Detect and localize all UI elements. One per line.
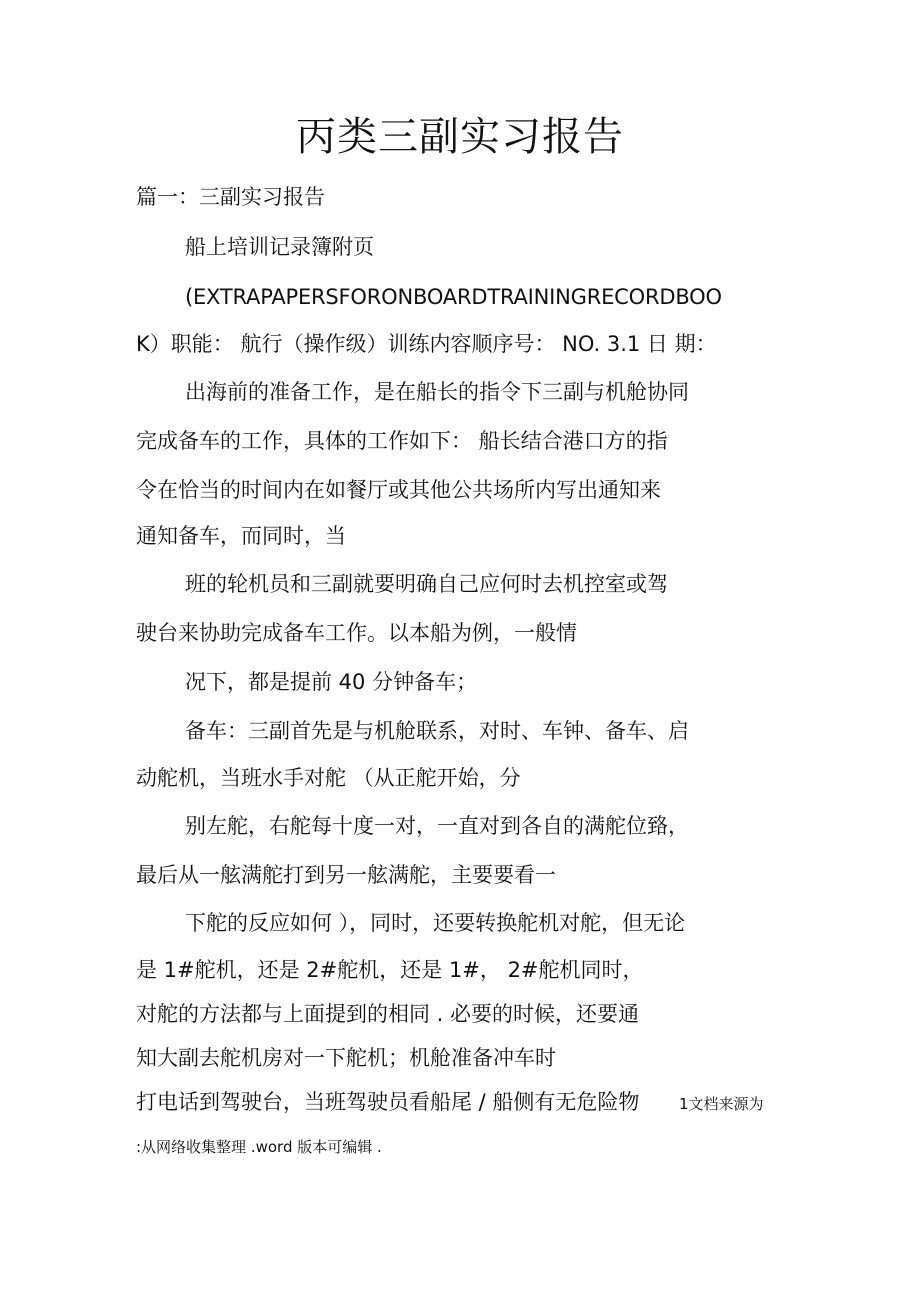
paragraph-line: 出海前的准备工作，是在船长的指令下三副与机舱协同 <box>185 380 689 404</box>
paragraph-line: K）职能： 航行（操作级）训练内容顺序号： NO. 3.1 日 期： <box>136 332 717 356</box>
paragraph-line: 是 1#舵机，还是 2#舵机，还是 1#， 2#舵机同时， <box>136 958 644 982</box>
paragraph-line: 别左舵，右舵每十度一对，一直对到各自的满舵位臵， <box>185 814 689 838</box>
paragraph-line: 知大副去舵机房对一下舵机；机舱准备冲车时 <box>136 1046 556 1070</box>
paragraph-line: 通知备车，而同时，当 <box>136 524 346 548</box>
paragraph-line: 完成备车的工作，具体的工作如下： 船长结合港口方的指 <box>136 429 668 453</box>
paragraph-line: 对舵的方法都与上面提到的相同 . 必要的时候，还要通 <box>136 1002 640 1026</box>
paragraph-line: 备车：三副首先是与机舱联系，对时、车钟、备车、启 <box>185 719 689 743</box>
paragraph-line: (EXTRAPAPERSFORONBOARDTRAININGRECORDBOO <box>185 285 722 309</box>
paragraph-line: 班的轮机员和三副就要明确自己应何时去机控室或驾 <box>185 572 668 596</box>
paragraph-line: 令在恰当的时间内在如餐厅或其他公共场所内写出通知来 <box>136 478 661 502</box>
page-title: 丙类三副实习报告 <box>296 114 624 160</box>
paragraph-line: 动舵机，当班水手对舵 （从正舵开始，分 <box>136 766 521 790</box>
paragraph-line: 船上培训记录簿附页 <box>185 235 374 259</box>
paragraph-line: 最后从一舷满舵打到另一舷满舵，主要要看一 <box>136 863 556 887</box>
footnote-inline: 1文档来源为 <box>679 1095 764 1113</box>
paragraph-line: 打电话到驾驶台，当班驾驶员看船尾 / 船侧有无危险物 <box>136 1090 640 1114</box>
section-heading: 篇一：三副实习报告 <box>136 185 325 209</box>
paragraph-line: 况下，都是提前 40 分钟备车； <box>185 670 478 694</box>
footnote-line: :从网络收集整理 .word 版本可编辑 . <box>136 1138 382 1156</box>
paragraph-line: 下舵的反应如何 ），同时，还要转换舵机对舵，但无论 <box>185 911 686 935</box>
paragraph-line: 驶台来协助完成备车工作。以本船为例，一般情 <box>136 621 577 645</box>
